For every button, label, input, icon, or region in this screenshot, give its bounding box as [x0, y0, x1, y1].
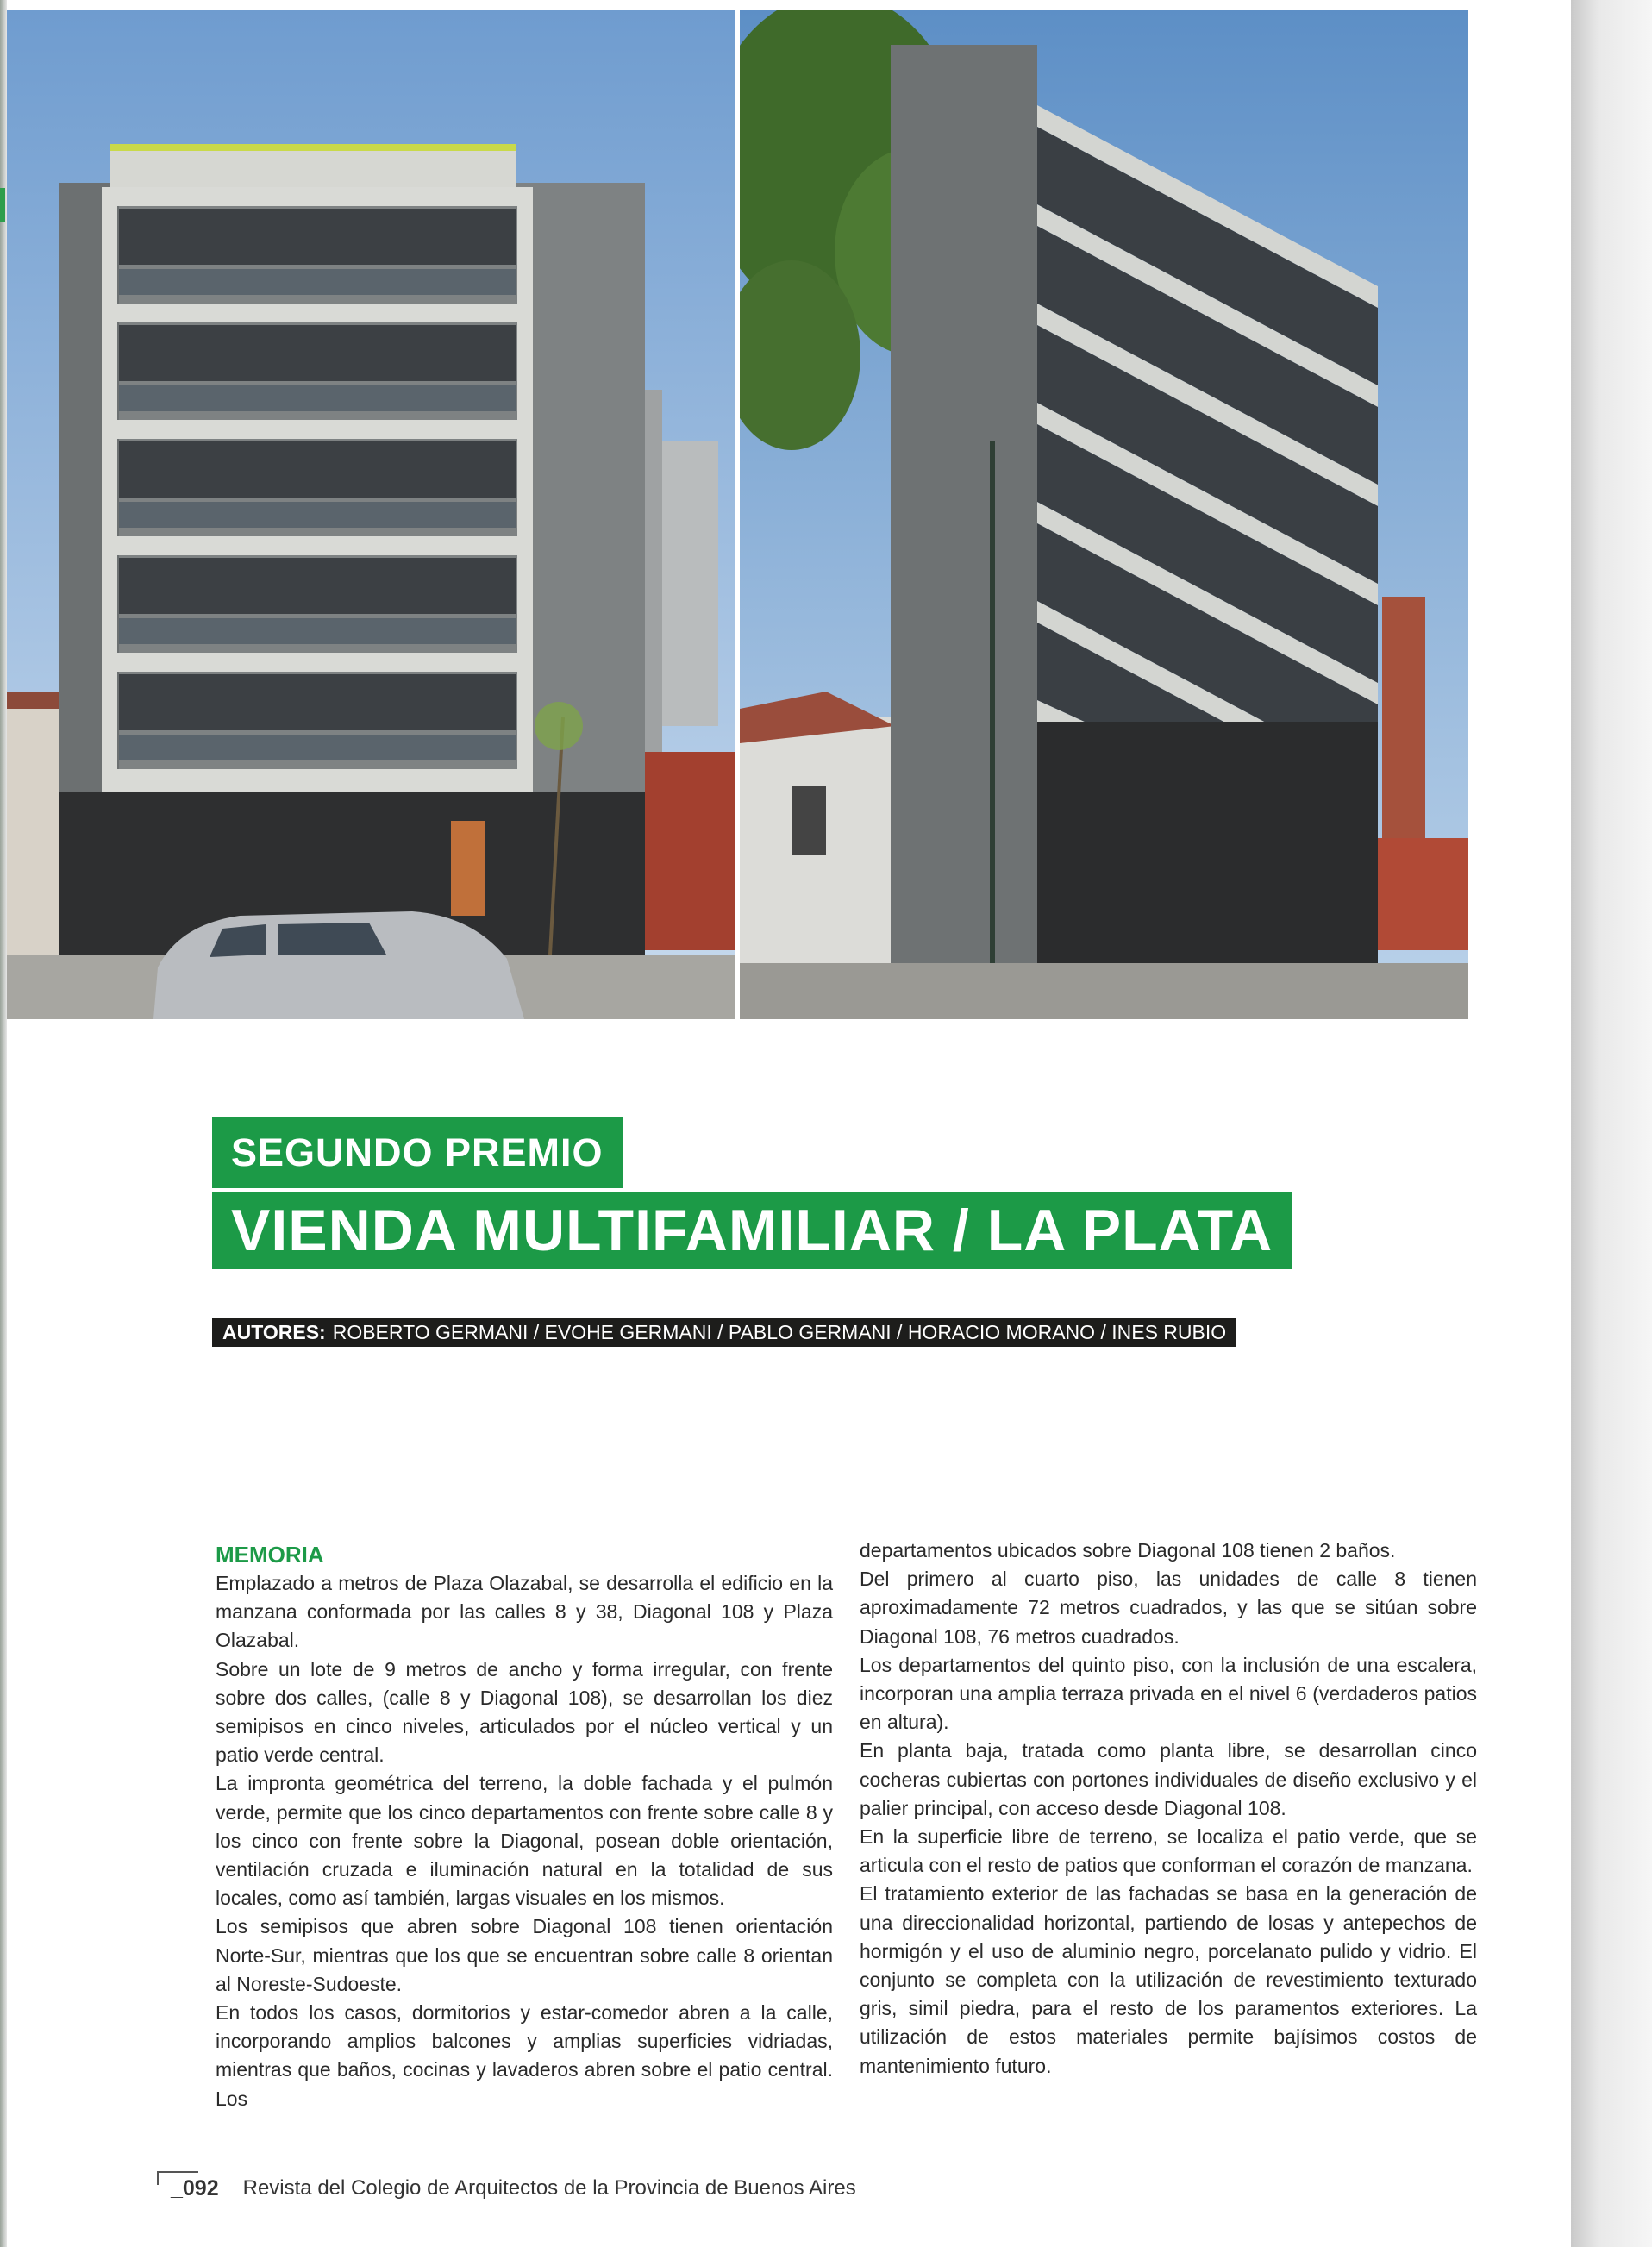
authors-names: ROBERTO GERMANI / EVOHE GERMANI / PABLO GERMANI / HORACIO MORANO / INES RUBIO — [332, 1320, 1227, 1343]
memoria-paragraph: Del primero al cuarto piso, las unidades de calle 8 tienen aproximadamente 72 metros cuadrados, y las que se sitúan sobre Diagonal 108, 76 metros cuadrados. — [860, 1568, 1477, 1648]
memoria-column-right — [860, 1537, 1477, 2081]
award-label: SEGUNDO PREMIO — [212, 1117, 623, 1188]
crop-mark — [157, 2171, 198, 2185]
memoria-heading: MEMORIA — [216, 1542, 324, 1568]
building-front-illustration — [7, 10, 735, 1019]
memoria-paragraph: Los departamentos del quinto piso, con la inclusión de una escalera, incorporan una amplia terraza privada en el nivel 6 (verdaderos patios en altura). — [860, 1653, 1477, 1734]
memoria-paragraph: La impronta geométrica del terreno, la doble fachada y el pulmón verde, permite que los cinco departamentos con frente sobre calle 8 y los cinco con frente sobre la Diagonal, posean doble orientación, ventilación cruzada e iluminación natural en la totalidad de sus locales, como así también, largas visuales en los mismos. — [216, 1772, 833, 1910]
memoria-paragraph: En todos los casos, dormitorios y estar-comedor abren a la calle, incorporando amplios balcones y amplias superficies vidriadas, mientras que baños, cocinas y lavaderos abren sobre el patio central. Los — [216, 2001, 833, 2110]
article-title: VIENDA MULTIFAMILIAR / LA PLATA — [212, 1192, 1292, 1269]
page-binding-edge — [0, 0, 7, 2247]
memoria-paragraph: En la superficie libre de terreno, se localiza el patio verde, que se articula con el resto de patios que conforman el corazón de manzana. — [860, 1825, 1477, 1877]
building-diagonal-illustration — [740, 10, 1468, 1019]
memoria-paragraph: El tratamiento exterior de las fachadas se basa en la generación de una direccionalidad horizontal, partiendo de losas y antepechos de hormigón y el uso de aluminio negro, porcelanato pulido y vidrio. El conjunto se completa con la utilización de revestimiento texturado gris, simil piedra, para el resto de los paramentos exteriores. La utilización de estos materiales permite bajísimos costos de mantenimiento futuro. — [860, 1882, 1477, 2077]
section-tab-marker — [0, 188, 5, 222]
authors-label: AUTORES: — [222, 1320, 326, 1343]
memoria-paragraph: En planta baja, tratada como planta libre, se desarrollan cinco cocheras cubiertas con portones individuales de diseño exclusivo y el palier principal, con acceso desde Diagonal 108. — [860, 1739, 1477, 1819]
next-page-edge — [1571, 0, 1652, 2247]
memoria-paragraph: Los semipisos que abren sobre Diagonal 108 tienen orientación Norte-Sur, mientras que los que se encuentran sobre calle 8 orientan al Noreste-Sudoeste. — [216, 1915, 833, 1995]
memoria-paragraph: Sobre un lote de 9 metros de ancho y forma irregular, con frente sobre dos calles, (calle 8 y Diagonal 108), se desarrollan los diez semipisos en cinco niveles, articulados por el núcleo vertical y un patio verde central. — [216, 1657, 833, 1767]
memoria-paragraph: Emplazado a metros de Plaza Olazabal, se desarrolla el edificio en la manzana conformada por las calles 8 y 38, Diagonal 108 y Plaza Olazabal. — [216, 1572, 833, 1652]
page-number: _092 — [171, 2175, 219, 2200]
memoria-paragraph: departamentos ubicados sobre Diagonal 108 tienen 2 baños. — [860, 1539, 1396, 1562]
memoria-column-left — [216, 1540, 833, 2113]
page-footer — [157, 2171, 856, 2206]
publication-name: Revista del Colegio de Arquitectos de la Provincia de Buenos Aires — [242, 2176, 856, 2200]
authors-bar — [212, 1318, 1236, 1347]
building-diagonal-photo — [740, 10, 1468, 1019]
building-front-photo — [7, 10, 735, 1019]
